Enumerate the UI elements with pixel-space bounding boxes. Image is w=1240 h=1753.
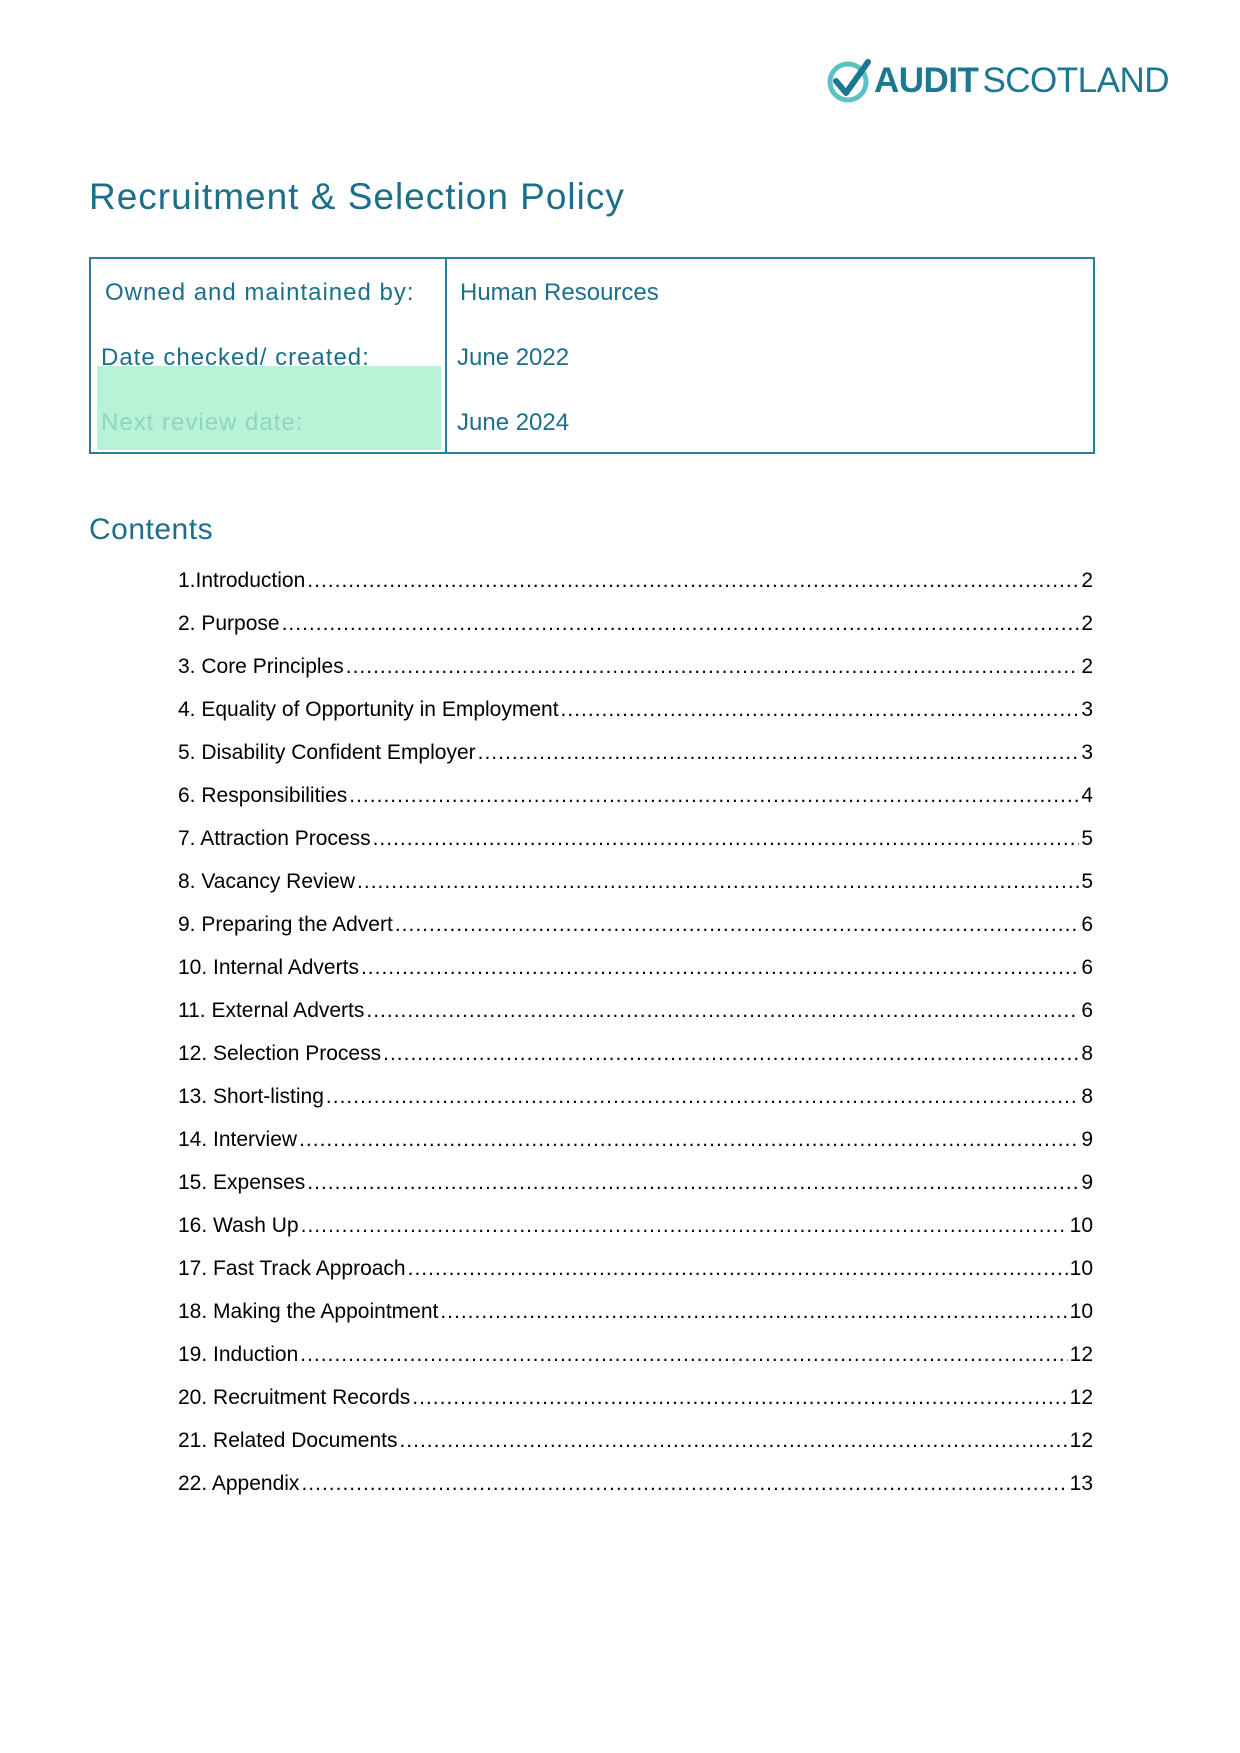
toc-item-title: 11. External Adverts: [178, 999, 365, 1022]
owned-value: Human Resources: [460, 279, 659, 306]
toc-leader-dots: [408, 1254, 1068, 1284]
toc-leader-dots: [307, 566, 1079, 596]
toc-item[interactable]: [178, 1168, 1093, 1211]
toc-item-page: 6: [1081, 913, 1093, 936]
logo-text: [874, 56, 1169, 106]
toc-item[interactable]: [178, 738, 1093, 781]
toc-leader-dots: [361, 953, 1079, 983]
toc-item-page: 9: [1081, 1128, 1093, 1151]
toc-item-page: 10: [1069, 1257, 1093, 1280]
toc-item[interactable]: [178, 824, 1093, 867]
toc-leader-dots: [307, 1168, 1079, 1198]
toc-item-title: 16. Wash Up: [178, 1214, 299, 1237]
toc-item-page: 12: [1069, 1343, 1093, 1366]
toc-item-title: 10. Internal Adverts: [178, 956, 359, 979]
toc-leader-dots: [301, 1469, 1067, 1499]
toc-item[interactable]: [178, 1211, 1093, 1254]
toc-item-page: 10: [1069, 1214, 1093, 1237]
toc-item[interactable]: [178, 1254, 1093, 1297]
toc-item-page: 12: [1069, 1429, 1093, 1452]
toc-leader-dots: [349, 781, 1079, 811]
toc-item[interactable]: [178, 1297, 1093, 1340]
toc-item[interactable]: [178, 609, 1093, 652]
toc-item[interactable]: [178, 910, 1093, 953]
toc-item-title: 19. Induction: [178, 1343, 299, 1366]
toc-leader-dots: [301, 1211, 1068, 1241]
toc-item[interactable]: [178, 867, 1093, 910]
toc-leader-dots: [299, 1125, 1079, 1155]
toc-item-title: 3. Core Principles: [178, 655, 344, 678]
date-label: Date checked/ created:: [101, 344, 370, 371]
toc-item[interactable]: [178, 781, 1093, 824]
toc-item[interactable]: [178, 996, 1093, 1039]
toc-item-title: 22. Appendix: [178, 1472, 300, 1495]
toc-item-title: 8. Vacancy Review: [178, 870, 356, 893]
toc-item[interactable]: [178, 1340, 1093, 1383]
toc-item-page: 8: [1081, 1085, 1093, 1108]
toc-item[interactable]: [178, 953, 1093, 996]
toc-item-page: 2: [1081, 612, 1093, 635]
toc-item-title: 9. Preparing the Advert: [178, 913, 393, 936]
logo-text-light: SCOTLAND: [982, 61, 1170, 100]
toc-leader-dots: [440, 1297, 1067, 1327]
toc-item-title: 20. Recruitment Records: [178, 1386, 411, 1409]
toc-item-page: 9: [1081, 1171, 1093, 1194]
toc-item-page: 3: [1081, 698, 1093, 721]
toc-leader-dots: [561, 695, 1080, 725]
date-value: June 2022: [457, 344, 570, 371]
review-label: Next review date:: [101, 409, 304, 436]
highlight-box: [97, 366, 441, 450]
toc-item-page: 6: [1081, 956, 1093, 979]
owned-label: Owned and maintained by:: [105, 279, 415, 306]
toc-item[interactable]: [178, 695, 1093, 738]
document-info-table: [89, 257, 1095, 454]
toc-item-title: 2. Purpose: [178, 612, 280, 635]
toc-item[interactable]: [178, 652, 1093, 695]
table-of-contents: [178, 566, 1093, 1512]
toc-leader-dots: [478, 738, 1080, 768]
toc-leader-dots: [383, 1039, 1079, 1069]
audit-scotland-logo: [826, 56, 1169, 106]
toc-leader-dots: [326, 1082, 1079, 1112]
toc-item[interactable]: [178, 1469, 1093, 1512]
toc-leader-dots: [346, 652, 1080, 682]
toc-leader-dots: [366, 996, 1079, 1026]
toc-leader-dots: [399, 1426, 1067, 1456]
toc-item[interactable]: [178, 1039, 1093, 1082]
toc-item-title: 14. Interview: [178, 1128, 298, 1151]
toc-item-title: 13. Short-listing: [178, 1085, 324, 1108]
toc-item-page: 13: [1069, 1472, 1093, 1495]
toc-item-page: 12: [1069, 1386, 1093, 1409]
toc-item-title: 12. Selection Process: [178, 1042, 382, 1065]
toc-item-page: 5: [1081, 870, 1093, 893]
toc-leader-dots: [357, 867, 1079, 897]
toc-leader-dots: [373, 824, 1080, 854]
review-value: June 2024: [457, 409, 570, 436]
table-divider: [445, 259, 447, 452]
toc-item[interactable]: [178, 1082, 1093, 1125]
toc-item-page: 5: [1081, 827, 1093, 850]
toc-item-page: 3: [1081, 741, 1093, 764]
toc-item-title: 17. Fast Track Approach: [178, 1257, 406, 1280]
toc-item-title: 4. Equality of Opportunity in Employment: [178, 698, 559, 721]
document-title: Recruitment & Selection Policy: [89, 176, 625, 217]
toc-item-title: 18. Making the Appointment: [178, 1300, 439, 1323]
contents-heading: Contents: [89, 513, 214, 546]
toc-item-title: 15. Expenses: [178, 1171, 306, 1194]
toc-item-title: 1.Introduction: [178, 569, 306, 592]
toc-item[interactable]: [178, 1383, 1093, 1426]
toc-leader-dots: [412, 1383, 1067, 1413]
toc-item-page: 6: [1081, 999, 1093, 1022]
toc-item[interactable]: [178, 1426, 1093, 1469]
toc-item-title: 7. Attraction Process: [178, 827, 371, 850]
toc-item-page: 2: [1081, 569, 1093, 592]
toc-item-page: 10: [1069, 1300, 1093, 1323]
toc-item-title: 21. Related Documents: [178, 1429, 398, 1452]
logo-text-bold: AUDIT: [874, 61, 979, 100]
check-circle-icon: [826, 58, 872, 104]
toc-leader-dots: [300, 1340, 1067, 1370]
toc-leader-dots: [282, 609, 1080, 639]
toc-item-page: 8: [1081, 1042, 1093, 1065]
toc-item-page: 2: [1081, 655, 1093, 678]
toc-item[interactable]: [178, 1125, 1093, 1168]
toc-leader-dots: [395, 910, 1080, 940]
toc-item[interactable]: [178, 566, 1093, 609]
toc-item-page: 4: [1081, 784, 1093, 807]
toc-item-title: 5. Disability Confident Employer: [178, 741, 476, 764]
toc-item-title: 6. Responsibilities: [178, 784, 348, 807]
